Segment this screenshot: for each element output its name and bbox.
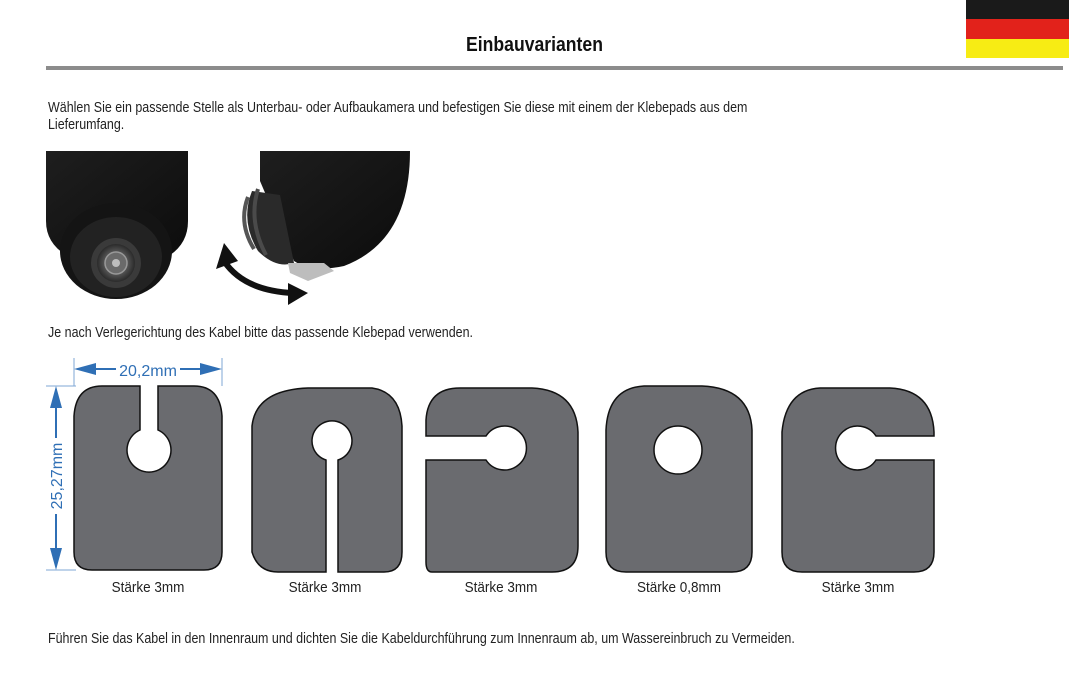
intro-line-1: Wählen Sie ein passende Stelle als Unterbau- oder Aufbaukamera und befestigen Sie diese mit einem der Klebepads aus dem xyxy=(48,100,748,116)
pad-5-caption: Stärke 3mm xyxy=(821,579,895,596)
pad-5-slot-right xyxy=(782,388,934,572)
under-mount-camera-photo xyxy=(46,151,188,299)
pads-instruction: Je nach Verlegerichtung des Kabel bitte das passende Klebepad verwenden. xyxy=(48,325,473,341)
page-title: Einbauvarianten xyxy=(466,34,603,56)
width-label: 20,2mm xyxy=(119,363,177,380)
pad-4-no-slot xyxy=(606,386,752,572)
width-arrow-right-head xyxy=(200,363,222,375)
height-arrow-top-head xyxy=(50,386,62,408)
pad-2-slot-bottom xyxy=(252,388,402,572)
surface-mount-camera-photo xyxy=(216,151,410,305)
adhesive-pads-diagram xyxy=(40,356,960,578)
width-arrow-left-head xyxy=(74,363,96,375)
pad-3-caption: Stärke 3mm xyxy=(464,579,538,596)
flag-stripe-red xyxy=(966,19,1069,38)
camera-mounting-illustration xyxy=(44,151,414,311)
flag-stripe-black xyxy=(966,0,1069,19)
pad-4-caption: Stärke 0,8mm xyxy=(636,579,722,596)
intro-line-2: Lieferumfang. xyxy=(48,117,125,133)
pad-2-caption: Stärke 3mm xyxy=(288,579,362,596)
height-arrow-bottom-head xyxy=(50,548,62,570)
height-label: 25,27mm xyxy=(49,442,66,510)
german-flag-icon xyxy=(966,0,1069,58)
intro-paragraph xyxy=(48,100,747,134)
title-divider xyxy=(46,66,1063,70)
pad-3-slot-left xyxy=(426,388,578,572)
pad-1-caption: Stärke 3mm xyxy=(111,579,185,596)
pad-1-slot-top xyxy=(74,386,222,570)
footer-instruction: Führen Sie das Kabel in den Innenraum und dichten Sie die Kabeldurchführung zum Innenraum ab, um Wassereinbruch zu Vermeiden. xyxy=(48,631,795,647)
flag-stripe-gold xyxy=(966,39,1069,58)
